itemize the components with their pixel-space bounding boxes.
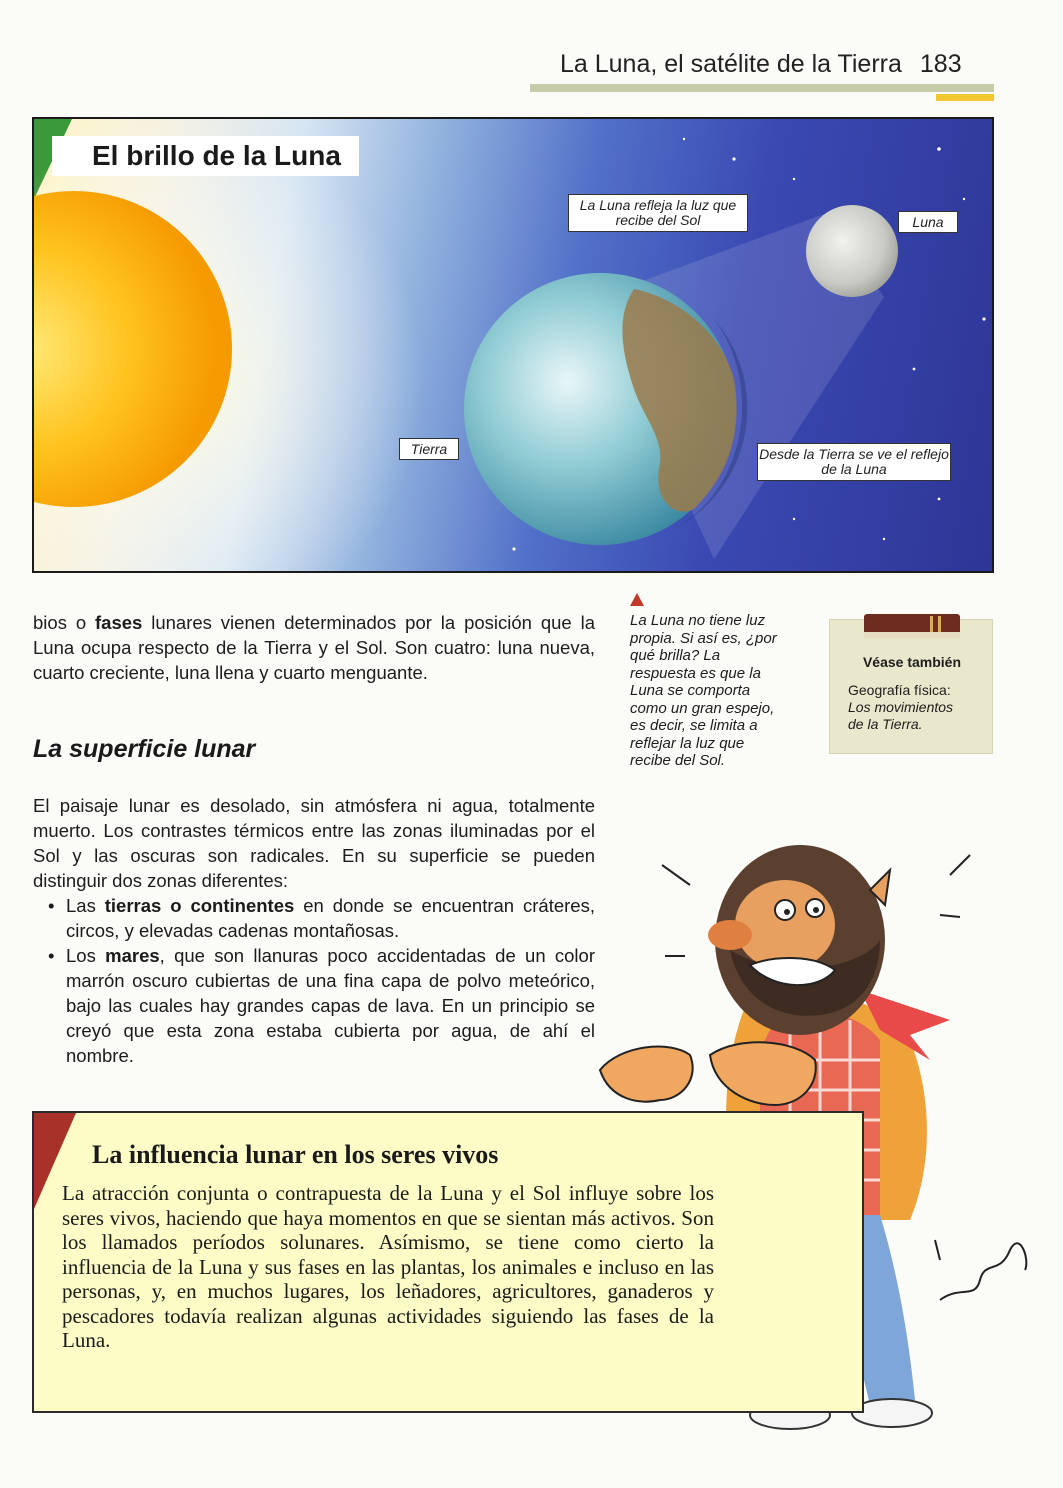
callout-moon-reflects: La Luna refleja la luz que recibe del Sol — [568, 194, 748, 232]
influence-title: La influencia lunar en los seres vivos — [92, 1140, 499, 1169]
intro-bold-term: fases — [95, 612, 143, 633]
moon — [806, 205, 898, 297]
header-title-text: La Luna, el satélite de la Tierra — [560, 50, 902, 78]
bullet-text-end: en donde se encuentran cráteres, circos, y elevadas cadenas montañosas. — [66, 895, 595, 941]
surface-paragraph: El paisaje lunar es desolado, sin atmósfera ni agua, totalmente muerto. Los contrastes térmicos entre las zonas iluminadas por el Sol y las oscuras son radicales. En su superficie se pueden distinguir dos zonas diferentes: — [33, 795, 595, 891]
bullet-bold-term: mares — [105, 945, 160, 966]
see-also-box — [829, 619, 993, 754]
book-icon — [860, 606, 965, 646]
bullet-dot-icon: • — [48, 945, 55, 966]
callout-seen-from-earth: Desde la Tierra se ve el reflejo de la Luna — [757, 443, 951, 481]
header-rule — [530, 84, 994, 92]
influence-paragraph: La atracción conjunta o contrapuesta de la Luna y el Sol influye sobre los seres vivos, haciendo que haya momentos en que se sientan más activos. Son los llamados períodos solunares. Asímismo, se tiene como cierto la influencia de la Luna y sus fases en las plantas, los animales e incluso en las personas, y, en muchos lugares, los leñadores, agricultores, ganaderos y pescadores todavía realizan algunas actividades siguiendo las fases de la Luna. — [62, 1181, 714, 1352]
illustration-title: El brillo de la Luna — [52, 136, 359, 176]
see-also-title: Véase también — [862, 654, 962, 670]
bullet-bold-term: tierras o continentes — [104, 895, 295, 916]
illustration-caption: La Luna no tiene luz propia. Si así es, ¿por qué brilla? La respuesta es que la Luna se comporta como un gran espejo, es decir, se limita a reflejar la luz que recibe del Sol. — [630, 612, 777, 769]
running-header — [560, 50, 1000, 79]
list-item — [48, 893, 595, 943]
see-also-link-line2: de la Tierra. — [848, 716, 923, 732]
intro-text-end: lunares vienen determinados por la posición que la Luna ocupa respecto de la Tierra y el Sol. Son cuatro: luna nueva, cuarto creciente, luna llena y cuarto menguante. — [33, 612, 596, 683]
intro-paragraph — [33, 610, 595, 685]
callout-moon-label: Luna — [898, 211, 958, 233]
bullet-dot-icon: • — [48, 895, 55, 916]
caption-arrow-icon — [630, 593, 644, 606]
bullet-text-start: Las — [66, 895, 105, 916]
bullet-text-start: Los — [66, 945, 106, 966]
list-item — [48, 943, 595, 1068]
page-number: 183 — [919, 50, 962, 78]
intro-text-start: bios o — [33, 612, 96, 633]
see-also-topic: Geografía física: — [848, 682, 951, 698]
space-scene — [34, 119, 994, 573]
sun-earth-moon-illustration — [32, 117, 994, 573]
callout-earth-label: Tierra — [399, 438, 459, 460]
see-also-link-line1: Los movimientos — [848, 699, 954, 715]
surface-zones-list — [48, 893, 595, 1068]
bullet-text-end: , que son llanuras poco accidentadas de un color marrón oscuro cubiertas de una fina capa de polvo meteórico, bajo las cuales hay grandes capas de lava. En un principio se creyó que esta zona estaba cubierta por agua, de ahí el nombre. — [66, 945, 595, 1066]
header-accent-bar — [936, 94, 994, 101]
section-heading: La superficie lunar — [33, 735, 256, 763]
